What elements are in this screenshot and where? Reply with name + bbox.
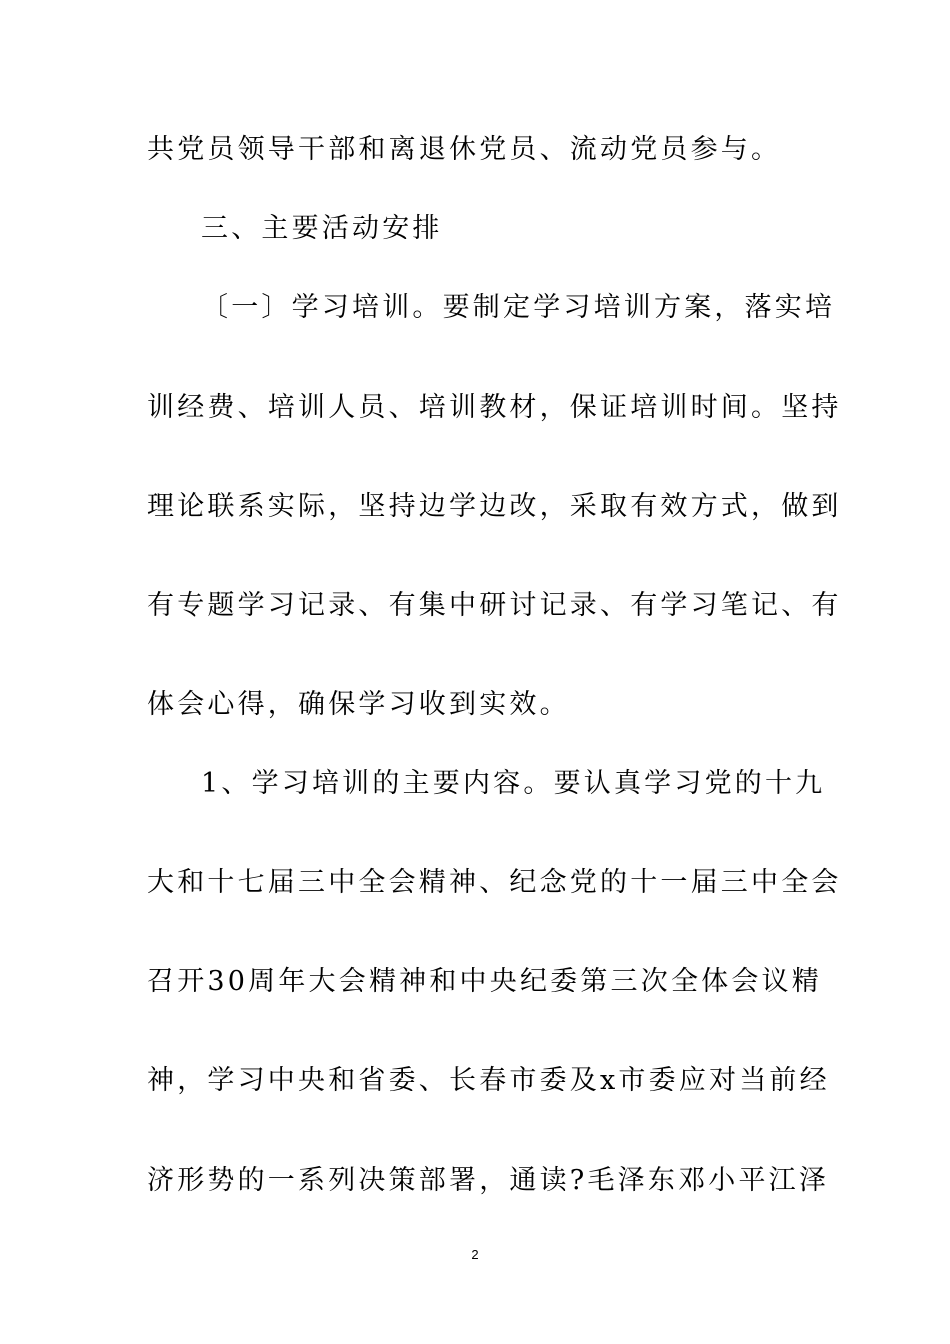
text-line: 共党员领导干部和离退休党员、流动党员参与。 <box>147 134 782 165</box>
page-number: 2 <box>471 1247 479 1262</box>
text-line: 体会心得，确保学习收到实效。 <box>147 689 570 720</box>
text-line: 理论联系实际，坚持边学边改，采取有效方式，做到 <box>147 491 842 522</box>
text-line: 训经费、培训人员、培训教材，保证培训时间。坚持 <box>147 392 842 423</box>
text-line: 济形势的一系列决策部署，通读?毛泽东邓小平江泽 <box>147 1165 830 1196</box>
section-heading: 三、主要活动安排 <box>201 213 443 244</box>
text-line: 大和十七届三中全会精神、纪念党的十一届三中全会 <box>147 867 842 898</box>
text-line: 1、学习培训的主要内容。要认真学习党的十九 <box>201 768 826 799</box>
text-line: 有专题学习记录、有集中研讨记录、有学习笔记、有 <box>147 590 842 621</box>
text-line: 神，学习中央和省委、长春市委及x市委应对当前经 <box>147 1065 830 1096</box>
subsection-heading: 〔一〕学习培训。要制定学习培训方案，落实培 <box>201 292 836 323</box>
text-line: 召开30周年大会精神和中央纪委第三次全体会议精 <box>147 966 822 997</box>
